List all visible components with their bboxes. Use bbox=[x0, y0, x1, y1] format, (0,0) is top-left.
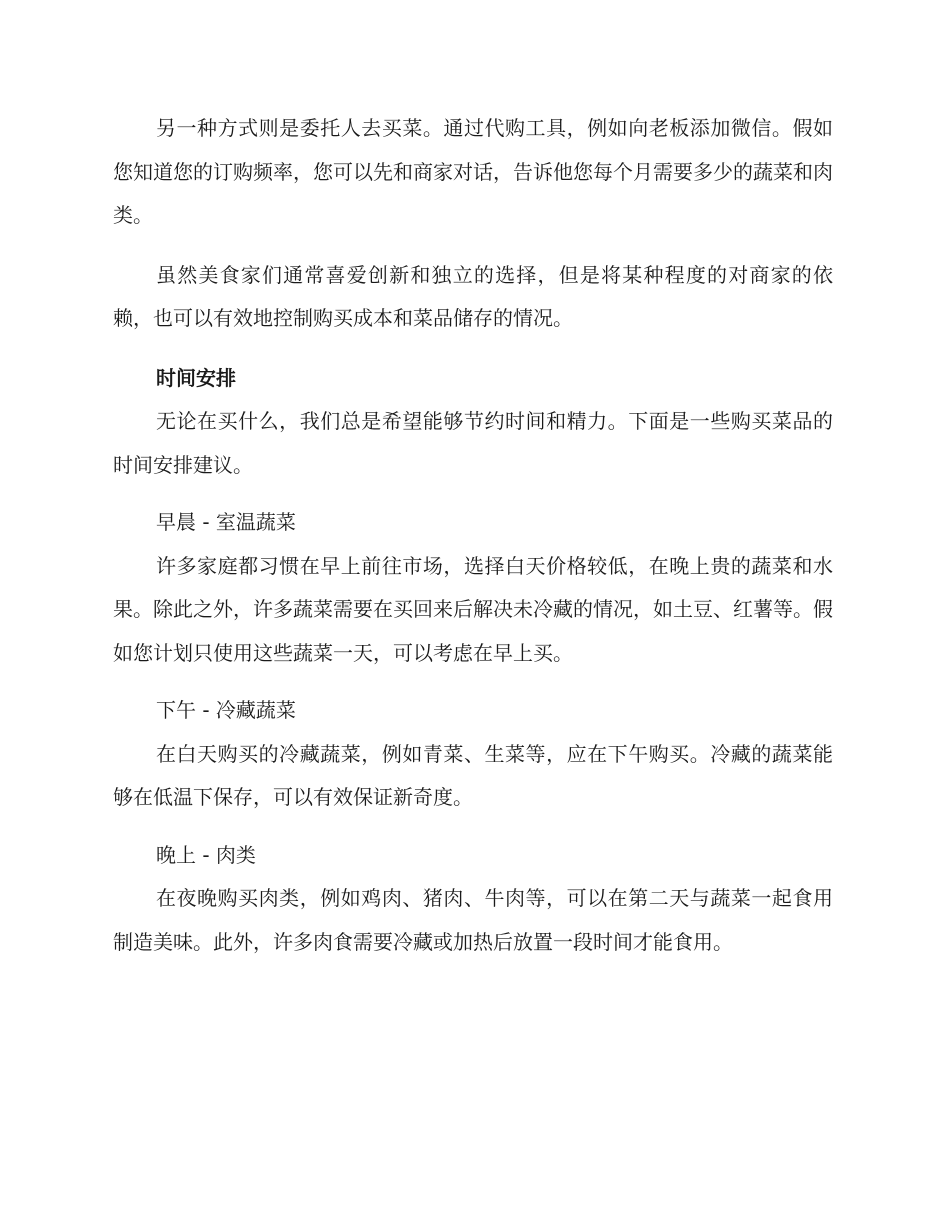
paragraph-proxy-shopping: 另一种方式则是委托人去买菜。通过代购工具，例如向老板添加微信。假如您知道您的订购频率，您可以先和商家对话，告诉他您每个月需要多少的蔬菜和肉类。 bbox=[113, 116, 833, 227]
paragraph-afternoon: 在白天购买的冷藏蔬菜，例如青菜、生菜等，应在下午购买。冷藏的蔬菜能够在低温下保存，可以有效保证新奇度。 bbox=[113, 741, 833, 809]
document-page bbox=[113, 107, 833, 964]
paragraph-merchant-reliance: 虽然美食家们通常喜爱创新和独立的选择，但是将某种程度的对商家的依赖，也可以有效地控制购买成本和菜品储存的情况。 bbox=[113, 262, 833, 330]
section-heading-time-schedule: 时间安排 bbox=[156, 365, 236, 390]
subheading-evening: 晚上 - 肉类 bbox=[156, 842, 256, 867]
subheading-afternoon: 下午 - 冷藏蔬菜 bbox=[156, 698, 296, 722]
paragraph-schedule-intro: 无论在买什么，我们总是希望能够节约时间和精力。下面是一些购买菜品的时间安排建议。 bbox=[113, 409, 833, 477]
paragraph-morning: 许多家庭都习惯在早上前往市场，选择白天价格较低，在晚上贵的蔬菜和水果。除此之外，许多蔬菜需要在买回来后解决未冷藏的情况，如土豆、红薯等。假如您计划只使用这些蔬菜一天，可以考虑在早上买。 bbox=[113, 553, 833, 665]
subheading-morning: 早晨 - 室温蔬菜 bbox=[156, 510, 296, 534]
paragraph-evening: 在夜晚购买肉类，例如鸡肉、猪肉、牛肉等，可以在第二天与蔬菜一起食用制造美味。此外，许多肉食需要冷藏或加热后放置一段时间才能食用。 bbox=[113, 886, 833, 954]
